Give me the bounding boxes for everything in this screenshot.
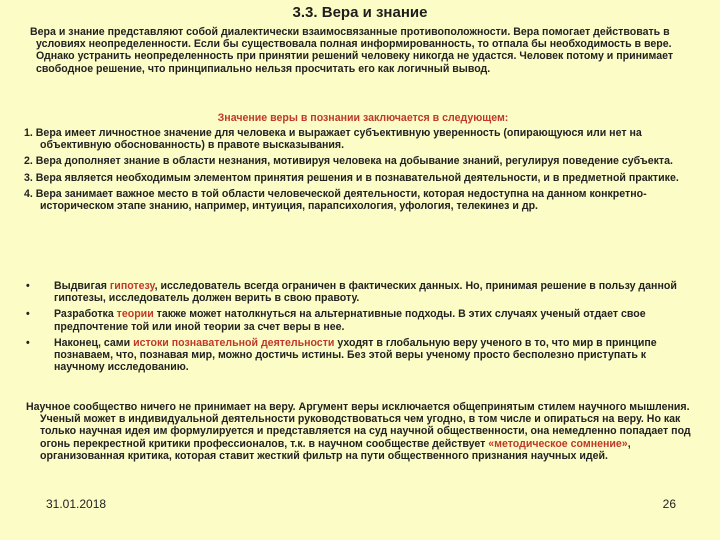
numbered-list: [24, 127, 704, 216]
bullet-highlight: теории: [116, 308, 154, 321]
numbered-item: 3. Вера является необходимым элементом принятия решения и в познавательной деятельности, и в предметной практике.: [24, 171, 679, 184]
bullet-highlight: гипотезу: [109, 280, 155, 292]
bullet-text-post: уходят в глобальную веру ученого в то, что мир в принципе познаваем, что, познавая мир, можно достичь истины. Без этой веры ученому просто бесполезно приступать к научному исследованию.: [54, 336, 657, 374]
numbered-item: 2. Вера дополняет знание в области незнания, мотивируя человека на добывание знаний, регулируя поведение субъекта.: [24, 155, 673, 168]
bullet-text-pre: Наконец, сами: [54, 336, 134, 349]
bullet-list: [26, 280, 696, 377]
bullet-item: [26, 337, 696, 374]
bullet-text-post: , исследователь всегда ограничен в фактических данных. Но, принимая решение в пользу данной гипотезы, исследователь должен верить в свою правоту.: [54, 280, 677, 305]
numbered-item: 1. Вера имеет личностное значение для человека и выражает субъективную уверенность (опирающуюся или нет на объективную обоснованность) в правоте высказывания.: [24, 127, 642, 152]
closing-text-pre: Научное сообщество ничего не принимает на веру. Аргумент веры исключается общепринятым стилем научного мышления. Ученый может в индивидуальной деятельности руководствоваться чем угодно, в том числе и опираться на веру. Но как только научная идея им формулируется и представляется на суд научной общественности, она немедленно попадает под огонь перекрестной критики профессионалов, т.к. в научном сообществе действует: [26, 401, 691, 450]
bullet-text-post: также может натолкнуться на альтернативные подходы. В этих случаях ученый отдает свое предпочтение той или иной теории за счет веры в нее.: [54, 308, 646, 333]
section-subheading: Значение веры в познании заключается в следующем:: [217, 112, 509, 124]
footer-date: 31.01.2018: [46, 497, 107, 511]
bullet-item: [26, 308, 696, 332]
slide-title: 3.3. Вера и знание: [292, 4, 428, 21]
bullet-icon: •: [26, 336, 30, 349]
numbered-item: 4. Вера занимает важное место в той области человеческой деятельности, которая недоступна на данном конкретно-историческом этапе знанию, например, интуиция, парапсихология, уфология, телекинез и др.: [24, 187, 647, 213]
closing-text-post: , организованная критика, которая ставит жесткий фильтр на пути общественного признания научных идей.: [40, 437, 631, 462]
closing-paragraph: [26, 401, 698, 462]
bullet-icon: •: [26, 280, 30, 292]
bullet-icon: •: [26, 308, 30, 321]
page-number: 26: [662, 497, 676, 511]
bullet-text-pre: Выдвигая: [54, 280, 110, 292]
closing-highlight: «методическое сомнение»: [488, 437, 628, 450]
intro-paragraph: Вера и знание представляют собой диалектически взаимосвязанные противоположности. Вера помогает действовать в условиях неопределенности. Если бы существовала полная информированность, то отпала бы необходимость в вере. Однако устранить неопределенность при принятии решений человеку никогда не удастся. Человек потому и принимает свободное решение, что принципиально нельзя просчитать его как логичный вывод.: [30, 26, 674, 75]
bullet-item: [26, 280, 696, 304]
bullet-text-pre: Разработка: [54, 308, 117, 321]
bullet-highlight: истоки познавательной деятельности: [133, 336, 335, 349]
